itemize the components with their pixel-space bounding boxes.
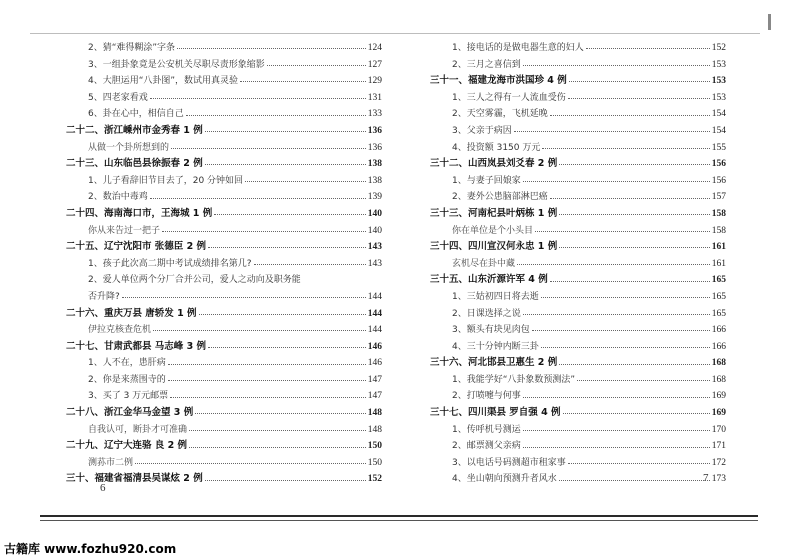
toc-entry-title: 三十、福建省福清县吴谋炫 2 例 — [66, 473, 203, 485]
toc-chapter-entry — [430, 405, 726, 422]
leader-dots — [577, 379, 710, 381]
leader-dots — [523, 180, 710, 182]
toc-page-number: 171 — [711, 441, 726, 452]
leader-dots — [177, 47, 366, 49]
toc-entry-title: 二十三、山东临邑县徐振春 2 例 — [66, 158, 203, 170]
leader-dots — [541, 346, 710, 348]
toc-page-number: 148 — [367, 424, 382, 435]
toc-page-number: 146 — [367, 341, 382, 352]
toc-entry-title: 测荪市二例 — [88, 457, 134, 468]
toc-page-number: 166 — [711, 325, 726, 336]
leader-dots — [205, 163, 366, 165]
toc-entry-title: 2、数治中毒鸡 — [88, 192, 148, 203]
leader-dots — [586, 47, 710, 49]
toc-entry-title: 1、接电话的是做电器生意的妇人 — [452, 43, 584, 53]
toc-page-number: 154 — [711, 109, 726, 120]
toc-page-number: 168 — [711, 358, 726, 369]
leader-dots — [199, 313, 366, 315]
toc-page-number: 152 — [711, 43, 726, 53]
leader-dots — [168, 363, 366, 365]
leader-dots — [541, 296, 710, 298]
toc-entry — [66, 189, 382, 206]
toc-page-number: 165 — [711, 275, 726, 286]
toc-page-number: 138 — [367, 159, 382, 170]
toc-entry-title: 二十七、甘肃武都县 马志峰 3 例 — [66, 340, 207, 352]
leader-dots — [122, 296, 366, 298]
toc-entry — [430, 306, 726, 323]
leader-dots — [523, 64, 710, 66]
leader-dots — [245, 180, 366, 182]
leader-dots — [559, 163, 710, 165]
toc-page-number: 168 — [711, 374, 726, 385]
toc-entry-title: 4、投资额 3150 万元 — [452, 142, 541, 153]
toc-entry-title: 3、买了 3 万元邮票 — [88, 391, 169, 402]
leader-dots — [186, 114, 366, 116]
toc-entry-title: 2、你是来蒸围寺的 — [88, 374, 166, 385]
toc-entry — [66, 372, 382, 389]
toc-entry — [430, 372, 726, 389]
leader-dots — [523, 429, 710, 431]
toc-page-number: 147 — [367, 391, 382, 402]
leader-dots — [208, 246, 366, 248]
toc-entry-title: 三十七、四川渠县 罗自强 4 例 — [430, 407, 561, 419]
toc-entry — [430, 388, 726, 405]
toc-page-number: 153 — [711, 92, 726, 103]
toc-chapter-entry — [430, 206, 726, 223]
toc-entry — [66, 272, 382, 289]
toc-page-number: 153 — [711, 76, 726, 87]
toc-entry-title: 4、坐山朝向预测升者风水 — [452, 474, 557, 485]
toc-page-number: 158 — [711, 225, 726, 236]
leader-dots — [214, 213, 366, 215]
toc-page-number: 146 — [367, 358, 382, 369]
toc-page-number: 147 — [367, 374, 382, 385]
toc-page-number: 143 — [367, 258, 382, 269]
toc-page-number: 143 — [367, 242, 382, 253]
toc-entry — [66, 106, 382, 123]
toc-entry-title: 1、我能学好“八卦象数预测法” — [452, 374, 576, 385]
toc-entry-title: 1、儿子看辞旧节目去了，20 分钟如回 — [88, 175, 244, 186]
toc-entry — [66, 73, 382, 90]
toc-page-number: 131 — [367, 92, 382, 103]
toc-entry-title: 2、三月之喜信到 — [452, 59, 521, 70]
toc-page-number: 156 — [711, 159, 726, 170]
toc-entry-title: 二十八、浙江金华马金望 3 例 — [66, 407, 194, 419]
toc-entry-title: 你在单位是个小头目 — [452, 225, 534, 236]
toc-chapter-entry — [66, 405, 382, 422]
toc-page-number: 148 — [367, 408, 382, 419]
toc-entry-title: 2、打喷嚏与何事 — [452, 391, 521, 402]
toc-entry-title: 三十三、河南杞县叶炳栋 1 例 — [430, 207, 558, 219]
leader-dots — [559, 246, 710, 248]
toc-entry — [430, 339, 726, 356]
leader-dots — [559, 363, 710, 365]
leader-dots — [559, 213, 710, 215]
toc-entry-title: 3、以电话号码测超市租家事 — [452, 457, 566, 468]
leader-dots — [170, 396, 366, 398]
page-number-left: 6 — [100, 482, 106, 494]
toc-entry-title: 二十五、辽宁沈阳市 张德臣 2 例 — [66, 241, 207, 253]
leader-dots — [569, 80, 710, 82]
leader-dots — [205, 130, 366, 132]
toc-chapter-entry — [66, 239, 382, 256]
toc-page-number: 169 — [711, 408, 726, 419]
toc-entry-title: 1、三人之得有一人流血受伤 — [452, 92, 566, 103]
leader-dots — [568, 97, 710, 99]
site-watermark: 古籍库 www.fozhu920.com — [4, 542, 177, 556]
toc-page-number: 144 — [367, 308, 382, 319]
page-number-right: 7 — [703, 472, 709, 484]
toc-page-number: 136 — [367, 125, 382, 136]
toc-page-number: 172 — [711, 457, 726, 468]
toc-entry-title: 二十六、重庆万县 唐轿发 1 例 — [66, 307, 197, 319]
toc-page-number: 127 — [367, 59, 382, 70]
toc-entry — [430, 40, 726, 57]
toc-entry-title: 2、爱人单位两个分厂合并公司，爱人之动向及职务能 — [88, 275, 301, 286]
page-top-rule — [30, 33, 760, 34]
toc-chapter-entry — [66, 156, 382, 173]
toc-entry — [430, 223, 726, 240]
toc-chapter-entry — [430, 73, 726, 90]
footer-rule-thin — [40, 520, 758, 521]
leader-dots — [150, 97, 366, 99]
leader-dots — [523, 446, 710, 448]
leader-dots — [523, 396, 710, 398]
corner-mark — [768, 14, 771, 30]
toc-page-number: 140 — [367, 225, 382, 236]
toc-entry — [430, 189, 726, 206]
toc-entry — [430, 471, 726, 488]
toc-entry-title: 4、三十分钟内断三卦 — [452, 341, 539, 352]
toc-entry-title: 5、四老家看戏 — [88, 92, 148, 103]
toc-chapter-entry — [66, 123, 382, 140]
leader-dots — [563, 412, 710, 414]
toc-page-number: 169 — [711, 391, 726, 402]
toc-entry-title: 2、日课选择之说 — [452, 308, 521, 319]
toc-entry — [66, 256, 382, 273]
toc-entry-title: 6、卦在心中，相信自己 — [88, 109, 184, 120]
toc-entry — [430, 438, 726, 455]
toc-left-column — [66, 40, 382, 488]
toc-entry-title: 1、三姑初四日将去逝 — [452, 291, 539, 302]
leader-dots — [568, 462, 710, 464]
toc-page-number: 136 — [367, 142, 382, 153]
toc-page-number: 150 — [367, 441, 382, 452]
toc-page-number: 124 — [367, 43, 382, 53]
toc-entry — [430, 322, 726, 339]
toc-chapter-entry — [66, 438, 382, 455]
toc-entry — [66, 90, 382, 107]
toc-entry — [66, 57, 382, 74]
toc-page-number: 133 — [367, 109, 382, 120]
leader-dots — [514, 130, 710, 132]
toc-entry — [66, 140, 382, 157]
leader-dots — [254, 263, 366, 265]
toc-page-number: 166 — [711, 341, 726, 352]
toc-chapter-entry — [430, 272, 726, 289]
toc-page-number: 144 — [367, 325, 382, 336]
toc-page-number: 154 — [711, 125, 726, 136]
toc-entry-title: 二十二、浙江嵊州市金秀春 1 例 — [66, 124, 203, 136]
toc-entry-title: 三十二、山西岚县刘爻春 2 例 — [430, 158, 558, 170]
toc-entry — [66, 388, 382, 405]
toc-entry — [430, 422, 726, 439]
toc-entry-title: 三十一、福建龙海市洪国珍 4 例 — [430, 75, 567, 87]
leader-dots — [517, 263, 710, 265]
toc-entry-title: 你从来告过一把子 — [88, 225, 161, 236]
toc-entry-title: 1、孩子此次高二期中考试成绩排名第几? — [88, 258, 252, 269]
toc-entry — [430, 140, 726, 157]
toc-entry-title: 伊拉克核查危机 — [88, 325, 152, 336]
toc-page-number: 152 — [367, 474, 382, 485]
toc-entry-title: 4、大胆运用“八卦图”，数试用真灵验 — [88, 76, 239, 87]
toc-entry — [430, 106, 726, 123]
toc-chapter-entry — [66, 306, 382, 323]
toc-entry-title: 3、额头有块见肉包 — [452, 325, 530, 336]
leader-dots — [550, 114, 710, 116]
leader-dots — [195, 412, 366, 414]
toc-entry-title: 二十四、海南海口市，王海城 1 例 — [66, 207, 213, 219]
leader-dots — [208, 346, 366, 348]
leader-dots — [267, 64, 366, 66]
leader-dots — [205, 479, 366, 481]
toc-page-number: 157 — [711, 192, 726, 203]
toc-entry — [430, 90, 726, 107]
toc-entry — [66, 355, 382, 372]
toc-entry-title: 三十六、河北邯县卫惠生 2 例 — [430, 357, 558, 369]
toc-page-number: 156 — [711, 175, 726, 186]
toc-chapter-entry — [430, 355, 726, 372]
toc-entry — [430, 173, 726, 190]
toc-page-number: 161 — [711, 258, 726, 269]
toc-chapter-entry — [66, 339, 382, 356]
leader-dots — [550, 280, 710, 282]
leader-dots — [542, 147, 709, 149]
toc-entry-title: 否升降? — [88, 291, 120, 302]
leader-dots — [150, 197, 366, 199]
toc-page-number: 139 — [367, 192, 382, 203]
toc-entry-title: 1、传呼机号测运 — [452, 424, 521, 435]
toc-entry-title: 二十九、辽宁大连骆 良 2 例 — [66, 440, 188, 452]
leader-dots — [535, 230, 710, 232]
toc-chapter-entry — [430, 156, 726, 173]
toc-entry-title: 1、人不在，患肝病 — [88, 358, 166, 369]
toc-entry — [430, 123, 726, 140]
toc-entry-title: 2、妻外公患脑部淋巴癌 — [452, 192, 548, 203]
toc-entry-title: 3、父亲于病因 — [452, 125, 512, 136]
toc-page-number: 170 — [711, 424, 726, 435]
toc-entry — [66, 40, 382, 57]
toc-entry — [66, 322, 382, 339]
toc-page-number: 173 — [711, 474, 726, 485]
leader-dots — [523, 313, 710, 315]
toc-entry-title: 2、邮票测父亲病 — [452, 441, 521, 452]
toc-entry — [66, 289, 382, 306]
toc-page-number: 144 — [367, 291, 382, 302]
toc-chapter-entry — [66, 206, 382, 223]
toc-page-number: 161 — [711, 242, 726, 253]
leader-dots — [189, 446, 366, 448]
toc-entry-title: 3、一组卦象竟是公安机关尽职尽责形象缩影 — [88, 59, 265, 70]
toc-entry-title: 三十四、四川宣汉何永忠 1 例 — [430, 241, 558, 253]
leader-dots — [153, 329, 366, 331]
toc-chapter-entry — [66, 471, 382, 488]
toc-right-column — [430, 40, 726, 488]
leader-dots — [532, 329, 710, 331]
toc-entry — [66, 173, 382, 190]
footer-rule — [40, 515, 758, 517]
toc-page-number: 155 — [711, 142, 726, 153]
toc-entry — [430, 256, 726, 273]
toc-entry — [66, 455, 382, 472]
toc-page-number: 129 — [367, 76, 382, 87]
toc-page-number: 153 — [711, 59, 726, 70]
toc-page-number: 140 — [367, 208, 382, 219]
toc-page-number: 165 — [711, 291, 726, 302]
toc-entry-title: 2、天空雾霾，飞机延晚 — [452, 109, 548, 120]
leader-dots — [559, 479, 710, 481]
toc-page-number: 150 — [367, 457, 382, 468]
leader-dots — [240, 80, 366, 82]
leader-dots — [189, 429, 366, 431]
toc-entry-title: 玄机尽在卦中藏 — [452, 258, 516, 269]
toc-page-number: 138 — [367, 175, 382, 186]
toc-chapter-entry — [430, 239, 726, 256]
toc-page-number: 158 — [711, 208, 726, 219]
leader-dots — [162, 230, 366, 232]
toc-entry-title: 1、与妻子回娘家 — [452, 175, 521, 186]
leader-dots — [135, 462, 366, 464]
toc-entry — [430, 455, 726, 472]
toc-entry — [66, 422, 382, 439]
toc-entry-title: 三十五、山东沂源许军 4 例 — [430, 274, 548, 286]
toc-entry — [66, 223, 382, 240]
toc-entry-title: 自我认可，断卦才可准确 — [88, 424, 188, 435]
leader-dots — [171, 147, 366, 149]
leader-dots — [168, 379, 366, 381]
toc-entry-title: 从做一个卦所想到的 — [88, 142, 170, 153]
toc-page-number: 165 — [711, 308, 726, 319]
toc-entry — [430, 289, 726, 306]
toc-entry — [430, 57, 726, 74]
leader-dots — [550, 197, 710, 199]
toc-entry-title: 2、猜“难得糊涂”字条 — [88, 43, 176, 53]
